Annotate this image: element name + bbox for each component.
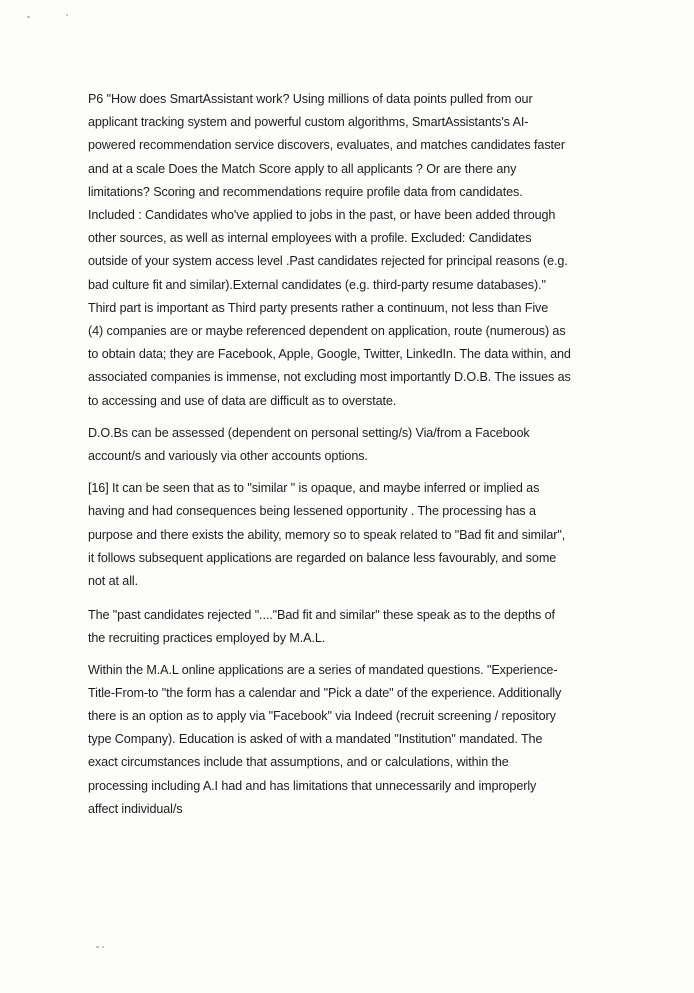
text-line: affect individual/s [88,801,183,816]
text-line: bad culture fit and similar).External candidates (e.g. third-party resume databases)." [88,277,546,292]
text-line: applicant tracking system and powerful custom algorithms, SmartAssistants's AI- [88,115,529,130]
text-line: Included : Candidates who've applied to jobs in the past, or have been added through [88,208,556,223]
text-line: associated companies is immense, not excluding most importantly D.O.B. The issues as [88,370,571,385]
paragraph-p6 [88,88,624,413]
text-line: outside of your system access level .Past candidates rejected for principal reasons (e.g. [88,254,568,269]
text-line: purpose and there exists the ability, memory so to speak related to "Bad fit and similar", [88,527,566,542]
text-line: [16] It can be seen that as to "similar " is opaque, and maybe inferred or implied as [88,481,540,496]
text-line: (4) companies are or maybe referenced dependent on application, route (numerous) as [88,324,566,339]
text-line: The "past candidates rejected "...."Bad fit and similar" these speak as to the depths of [88,608,555,623]
scan-speck [102,946,104,948]
text-line: and at a scale Does the Match Score apply to all applicants ? Or are there any [88,161,517,176]
text-line: Within the M.A.L online applications are a series of mandated questions. "Experience- [88,662,558,677]
scan-speck [66,14,68,16]
paragraph-mal-applications [88,659,624,821]
paragraph-dob [88,422,624,468]
paragraph-past-candidates [88,604,624,650]
document-body [88,88,624,821]
text-line: processing including A.I had and has limitations that unnecessarily and improperly [88,778,537,793]
scan-speck [96,946,99,948]
text-line: D.O.Bs can be assessed (dependent on personal setting/s) Via/from a Facebook [88,425,530,440]
text-line: not at all. [88,574,139,589]
scan-speck [27,16,30,18]
text-line: type Company). Education is asked of with a mandated "Institution" mandated. The [88,732,543,747]
paragraph-16 [88,477,624,593]
text-line: there is an option as to apply via "Facebook" via Indeed (recruit screening / repository [88,709,556,724]
text-line: powered recommendation service discovers, evaluates, and matches candidates faster [88,138,565,153]
text-line: P6 "How does SmartAssistant work? Using millions of data points pulled from our [88,92,533,106]
text-line: exact circumstances include that assumptions, and or calculations, within the [88,755,509,770]
text-line: limitations? Scoring and recommendations require profile data from candidates. [88,184,523,199]
text-line: the recruiting practices employed by M.A.L. [88,631,326,646]
text-line: to obtain data; they are Facebook, Apple, Google, Twitter, LinkedIn. The data within, and [88,347,571,362]
text-line: it follows subsequent applications are regarded on balance less favourably, and some [88,550,557,565]
text-line: having and had consequences being lessened opportunity . The processing has a [88,504,536,519]
text-line: to accessing and use of data are difficult as to overstate. [88,393,397,408]
text-line: Third part is important as Third party presents rather a continuum, not less than Five [88,300,549,315]
text-line: account/s and variously via other accounts options. [88,449,368,464]
text-line: other sources, as well as internal employees with a profile. Excluded: Candidates [88,231,532,246]
text-line: Title-From-to "the form has a calendar and "Pick a date" of the experience. Additionally [88,685,562,700]
